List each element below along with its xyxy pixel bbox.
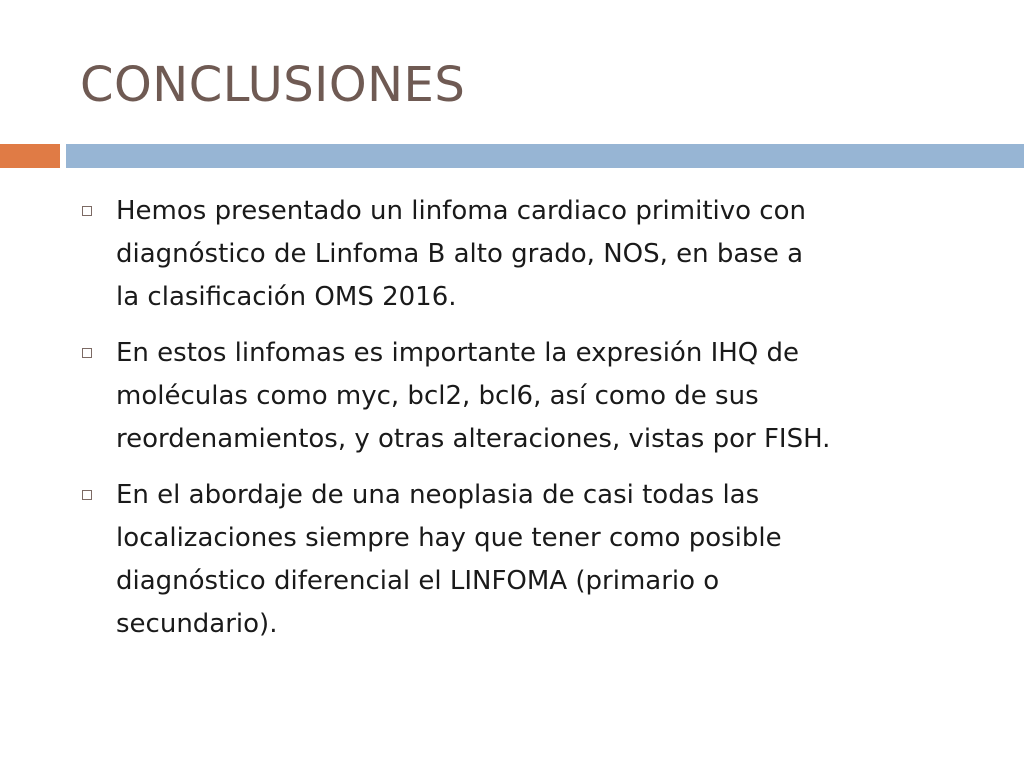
bullet-line: diagnóstico de Linfoma B alto grado, NOS, en base a [116,239,804,269]
bullet-line: diagnóstico diferencial el LINFOMA (primario o [116,566,720,596]
bullet-item [0,474,1024,646]
bullet-text [116,474,1024,646]
bullet-line: reordenamientos, y otras alteraciones, vistas por FISH. [116,424,831,454]
bullet-item [0,190,1024,319]
bullet-line: En el abordaje de una neoplasia de casi todas las [116,480,760,510]
square-bullet-icon [82,206,92,216]
bullet-line: secundario). [116,609,278,639]
bullet-item [0,332,1024,461]
bullet-line: localizaciones siempre hay que tener como posible [116,523,782,553]
bullet-line: Hemos presentado un linfoma cardiaco primitivo con [116,196,806,226]
bullet-line: En estos linfomas es importante la expresión IHQ de [116,338,800,368]
slide-title: CONCLUSIONES [80,57,466,113]
square-bullet-icon [82,348,92,358]
title-accent-blue-bar [66,144,1024,168]
bullet-text [116,190,1024,319]
bullet-line: la clasificación OMS 2016. [116,282,457,312]
bullet-line: moléculas como myc, bcl2, bcl6, así como de sus [116,381,759,411]
title-accent-orange-bar [0,144,60,168]
bullet-list [0,190,1024,659]
square-bullet-icon [82,490,92,500]
bullet-text [116,332,1024,461]
